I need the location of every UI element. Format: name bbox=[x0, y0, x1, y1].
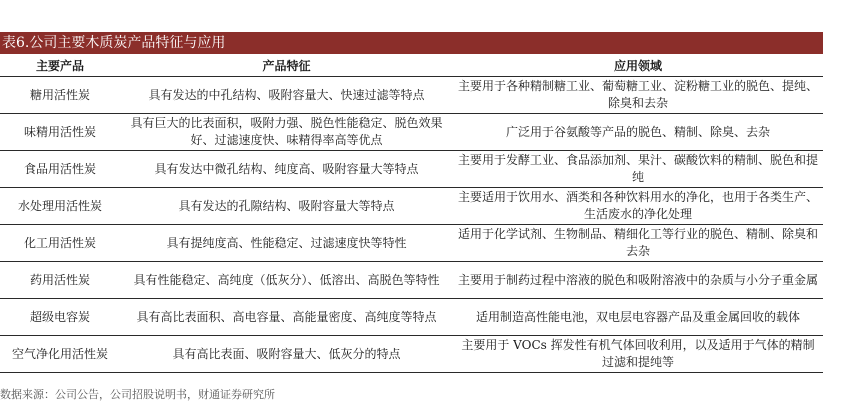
table-row bbox=[0, 77, 823, 114]
data-source-note: 数据来源：公司公告，公司招股说明书，财通证券研究所 bbox=[0, 388, 275, 401]
header-row bbox=[0, 54, 823, 77]
product-cell: 空气净化用活性炭 bbox=[0, 336, 120, 373]
feature-cell: 具有提纯度高、性能稳定、过滤速度快等特性 bbox=[120, 225, 453, 262]
table-row bbox=[0, 225, 823, 262]
feature-cell: 具有高比表面积、高电容量、高能量密度、高纯度等特点 bbox=[120, 299, 453, 336]
application-cell: 主要用于制药过程中溶液的脱色和吸附溶液中的杂质与小分子重金属 bbox=[453, 262, 823, 299]
header-product: 主要产品 bbox=[0, 54, 120, 77]
table-title: 表6.公司主要木质炭产品特征与应用 bbox=[0, 32, 823, 54]
product-cell: 食品用活性炭 bbox=[0, 151, 120, 188]
product-cell: 味精用活性炭 bbox=[0, 114, 120, 151]
table-row bbox=[0, 188, 823, 225]
table-row bbox=[0, 336, 823, 373]
application-cell: 适用于化学试剂、生物制品、精细化工等行业的脱色、精制、除臭和去杂 bbox=[453, 225, 823, 262]
feature-cell: 具有性能稳定、高纯度（低灰分）、低溶出、高脱色等特性 bbox=[120, 262, 453, 299]
application-cell: 广泛用于谷氨酸等产品的脱色、精制、除臭、去杂 bbox=[453, 114, 823, 151]
product-cell: 超级电容炭 bbox=[0, 299, 120, 336]
application-cell: 主要用于各种精制糖工业、葡萄糖工业、淀粉糖工业的脱色、提纯、除臭和去杂 bbox=[453, 77, 823, 114]
application-cell: 主要适用于饮用水、酒类和各种饮料用水的净化，也用于各类生产、生活废水的净化处理 bbox=[453, 188, 823, 225]
product-cell: 药用活性炭 bbox=[0, 262, 120, 299]
feature-cell: 具有巨大的比表面积，吸附力强、脱色性能稳定、脱色效果好、过滤速度快、味精得率高等优点 bbox=[120, 114, 453, 151]
application-cell: 适用制造高性能电池，双电层电容器产品及重金属回收的载体 bbox=[453, 299, 823, 336]
table-row bbox=[0, 114, 823, 151]
table-row bbox=[0, 299, 823, 336]
application-cell: 主要用于发酵工业、食品添加剂、果汁、碳酸饮料的精制、脱色和提纯 bbox=[453, 151, 823, 188]
feature-cell: 具有发达中微孔结构、纯度高、吸附容量大等特点 bbox=[120, 151, 453, 188]
header-feature: 产品特征 bbox=[120, 54, 453, 77]
header-application: 应用领域 bbox=[453, 54, 823, 77]
table-row bbox=[0, 262, 823, 299]
feature-cell: 具有高比表面、吸附容量大、低灰分的特点 bbox=[120, 336, 453, 373]
feature-cell: 具有发达的孔隙结构、吸附容量大等特点 bbox=[120, 188, 453, 225]
product-cell: 化工用活性炭 bbox=[0, 225, 120, 262]
product-cell: 水处理用活性炭 bbox=[0, 188, 120, 225]
product-table bbox=[0, 54, 823, 373]
table-row bbox=[0, 151, 823, 188]
application-cell: 主要用于 VOCs 挥发性有机气体回收利用，以及适用于气体的精制过滤和提纯等 bbox=[453, 336, 823, 373]
product-cell: 糖用活性炭 bbox=[0, 77, 120, 114]
feature-cell: 具有发达的中孔结构、吸附容量大、快速过滤等特点 bbox=[120, 77, 453, 114]
